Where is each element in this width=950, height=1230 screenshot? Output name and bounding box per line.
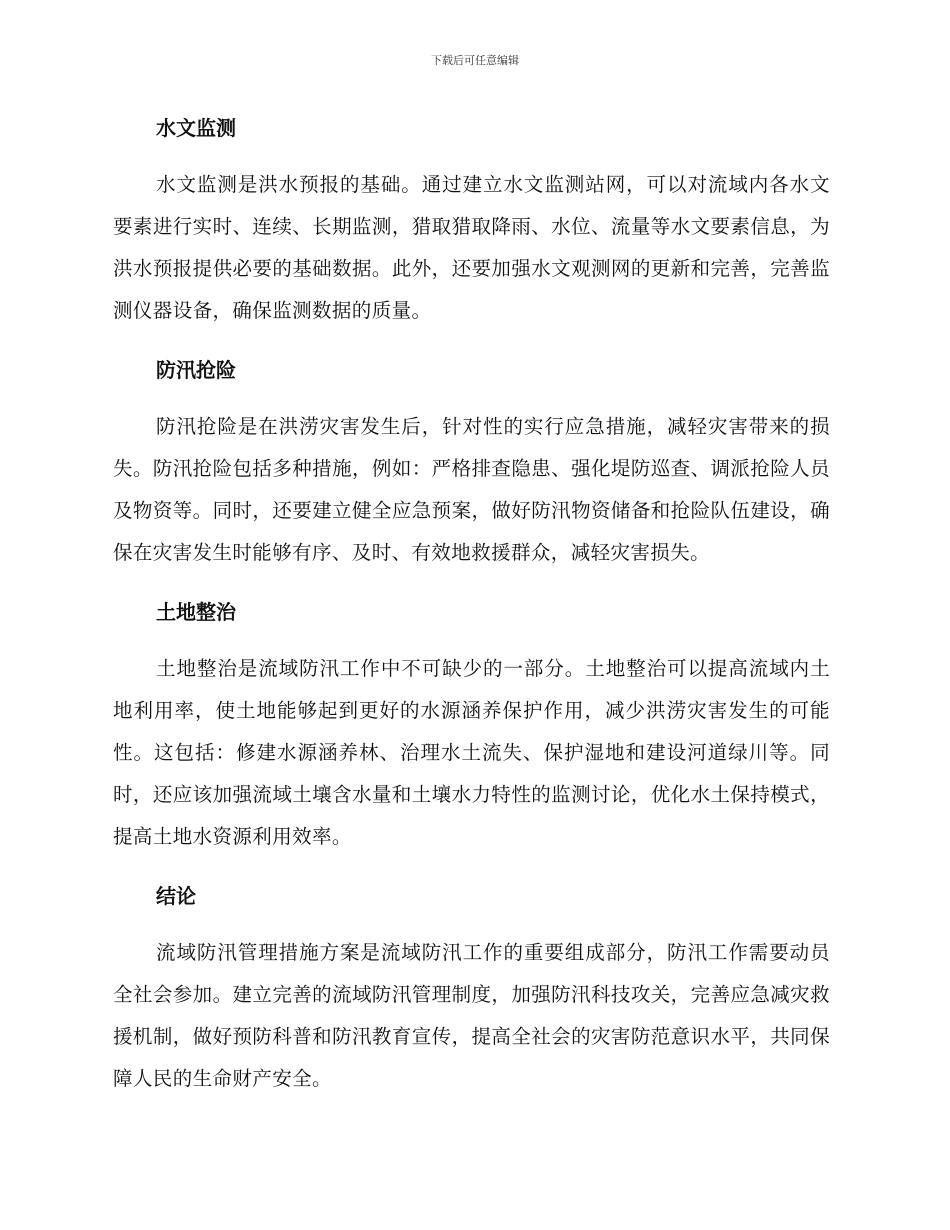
section-body-conclusion: 流域防汛管理措施方案是流域防汛工作的重要组成部分，防汛工作需要动员全社会参加。建立完善的流域防汛管理制度，加强防汛科技攻关，完善应急减灾救援机制，做好预防科普和防汛教育宣传，提高全社会的灾害防范意识水平，共同保障人民的生命财产安全。 — [113, 941, 830, 1090]
section-body-hydrology-monitoring: 水文监测是洪水预报的基础。通过建立水文监测站网，可以对流域内各水文要素进行实时、连续、长期监测，猎取猎取降雨、水位、流量等水文要素信息，为洪水预报提供必要的基础数据。此外，还要加强水文观测网的更新和完善，完善监测仪器设备，确保监测数据的质量。 — [113, 173, 830, 322]
section-heading-hydrology-monitoring: 水文监测 — [156, 116, 236, 140]
document-content — [113, 110, 830, 1100]
section-heading-land-remediation: 土地整治 — [156, 600, 236, 624]
section-body-flood-rescue: 防汛抢险是在洪涝灾害发生后，针对性的实行应急措施，减轻灾害带来的损失。防汛抢险包括多种措施，例如：严格排查隐患、强化堤防巡查、调派抢险人员及物资等。同时，还要建立健全应急预案，做好防汛物资储备和抢险队伍建设，确保在灾害发生时能够有序、及时、有效地救援群众，减轻灾害损失。 — [113, 415, 830, 564]
section-body-land-remediation: 土地整治是流域防汛工作中不可缺少的一部分。土地整治可以提高流域内土地利用率，使土地能够起到更好的水源涵养保护作用，减少洪涝灾害发生的可能性。这包括：修建水源涵养林、治理水土流失、保护湿地和建设河道绿川等。同时，还应该加强流域土壤含水量和土壤水力特性的监测讨论，优化水土保持模式，提高土地水资源利用效率。 — [113, 657, 830, 848]
section-heading-flood-rescue: 防汛抢险 — [156, 358, 236, 382]
page-header-note: 下载后可任意编辑 — [431, 54, 519, 67]
section-heading-conclusion: 结论 — [156, 884, 196, 908]
